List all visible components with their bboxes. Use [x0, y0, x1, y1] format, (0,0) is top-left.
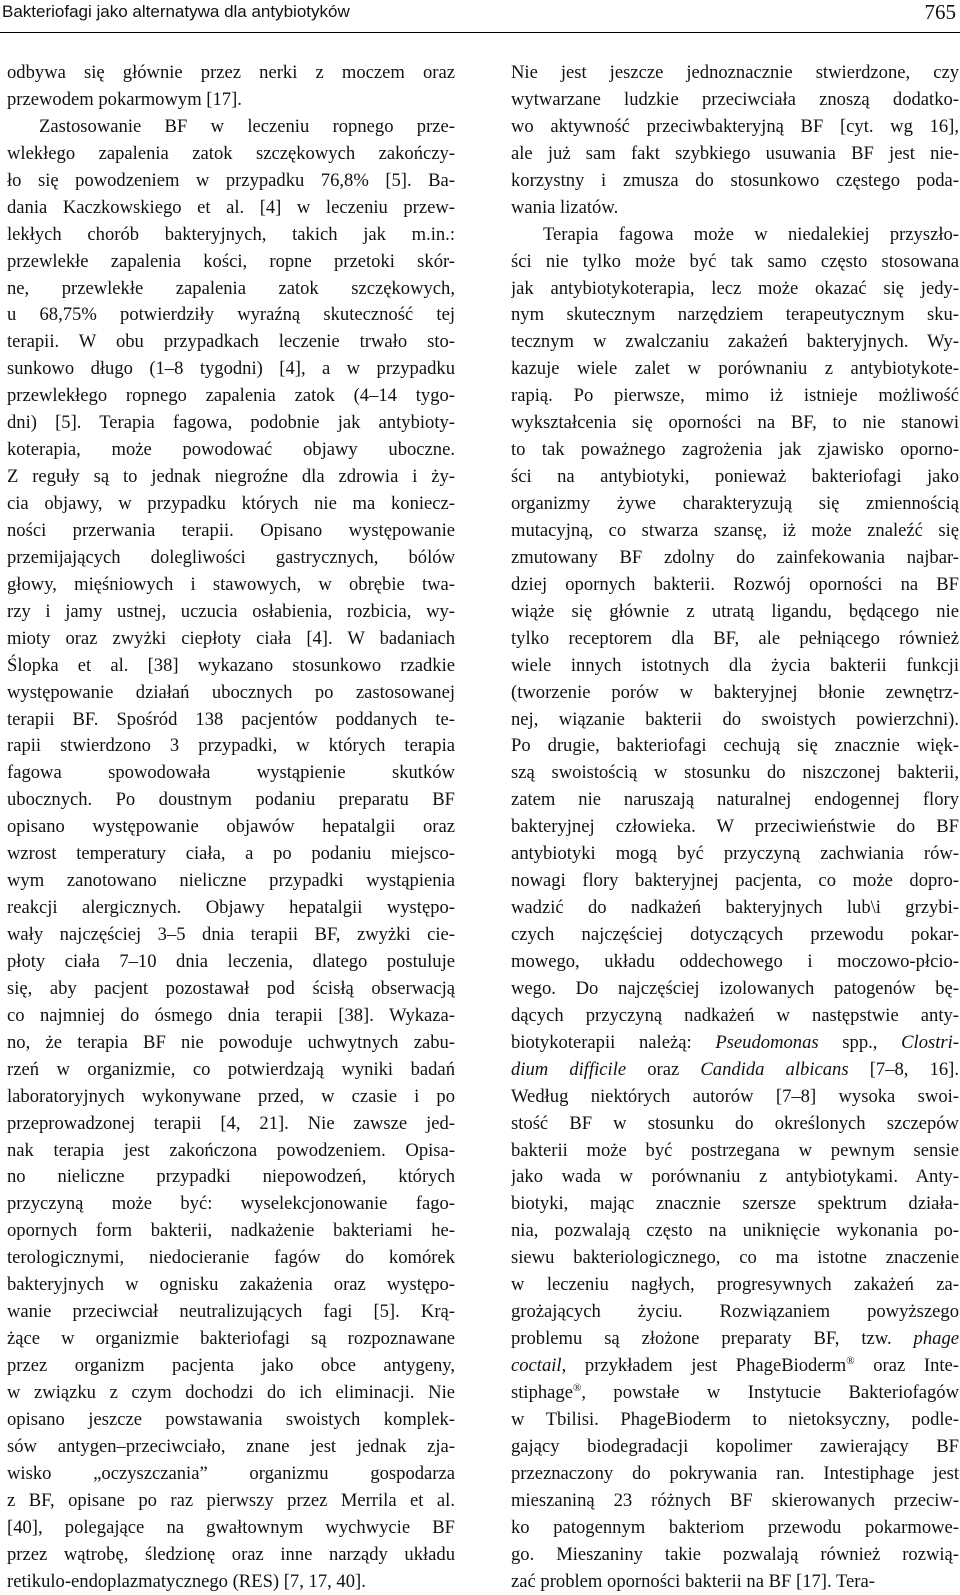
text-line: sów antygen–przeciwciało, znane jest jednak zja-: [7, 1434, 455, 1461]
text-line: w leczeniu nagłych, progresywnych zakażeń za-: [511, 1272, 959, 1299]
text-line: terapii BF. Spośród 138 pacjentów poddanych te-: [7, 707, 455, 734]
text-line: no, że terapia BF nie powoduje uchwytnych zabu-: [7, 1030, 455, 1057]
text-line: koterapia, może powodować objawy uboczne.: [7, 437, 455, 464]
text-line: ubocznych. Po doustnym podaniu preparatu BF: [7, 787, 455, 814]
text-line: rzy i jamy ustnej, uczucia osłabienia, rozbicia, wy-: [7, 599, 455, 626]
text-line: ści nie tylko może być tak samo często stosowana: [511, 249, 959, 276]
text-line: nym skutecznym narzędziem terapeutycznym sku-: [511, 302, 959, 329]
text-line: dni) [5]. Terapia fagowa, podobnie jak antybioty-: [7, 410, 455, 437]
text-line: opisano występowanie objawów hepatalgii oraz: [7, 814, 455, 841]
text-line: bakteryjnych w ognisku zakażenia oraz występo-: [7, 1272, 455, 1299]
text-line: gający biodegradacji kopolimer zawierający BF: [511, 1434, 959, 1461]
text-line: Ślopka et al. [38] wykazano stosunkowo rzadkie: [7, 653, 455, 680]
text-line: sunkowo długo (1–8 tygodni) [4], a w przypadku: [7, 356, 455, 383]
text-line: płoty ciała 7–10 dnia leczenia, dlatego postuluje: [7, 949, 455, 976]
text-line: ści na antybiotyki, ponieważ bakteriofagi jako: [511, 464, 959, 491]
text-line: lekłych chorób bakteryjnych, takich jak m.in.:: [7, 222, 455, 249]
text-line: retikulo-endoplazmatycznego (RES) [7, 17, 40].: [7, 1569, 455, 1595]
text-line: terologicznymi, niedocieranie fagów do komórek: [7, 1245, 455, 1272]
text-line: stość BF w stosunku do określonych szczepów: [511, 1111, 959, 1138]
text-line: się, aby pacjent pozostawał pod ścisłą obserwacją: [7, 976, 455, 1003]
running-title: Bakteriofagi jako alternatywa dla antybiotyków: [2, 2, 350, 22]
text-line: czych najczęściej dotyczących przewodu pokar-: [511, 922, 959, 949]
text-line: coctail, przykładem jest PhageBioderm® oraz Inte-: [511, 1353, 959, 1380]
text-line: wytwarzane ludzkie przeciwciała znoszą dodatko-: [511, 87, 959, 114]
page-number: 765: [925, 0, 957, 25]
text-line: dium difficile oraz Candida albicans [7–8, 16].: [511, 1057, 959, 1084]
text-line: Zastosowanie BF w leczeniu ropnego prze-: [7, 114, 455, 141]
text-line: przemijających dolegliwości gastrycznych, bólów: [7, 545, 455, 572]
text-line: opisano jeszcze powstawania swoistych komplek-: [7, 1407, 455, 1434]
text-line: ko patogennym bakteriom przewodu pokarmowe-: [511, 1515, 959, 1542]
text-line: w związku z czym dochodzi do ich eliminacji. Nie: [7, 1380, 455, 1407]
text-line: siewu bakteriologicznego, co ma istotne znaczenie: [511, 1245, 959, 1272]
text-line: przewodem pokarmowym [17].: [7, 87, 455, 114]
text-line: Według niektórych autorów [7–8] wysoka swoi-: [511, 1084, 959, 1111]
text-line: z BF, opisane po raz pierwszy przez Merrila et al.: [7, 1488, 455, 1515]
text-line: wały najczęściej 3–5 dnia terapii BF, zwyżki cie-: [7, 922, 455, 949]
text-line: dania Kaczkowskiego et al. [4] w leczeniu przew-: [7, 195, 455, 222]
text-line: mioty oraz zwyżki ciepłoty ciała [4]. W badaniach: [7, 626, 455, 653]
text-line: go. Mieszaniny takie pozwalają również rozwią-: [511, 1542, 959, 1569]
text-line: głowy, mięśniowych i stawowych, w obrębie twa-: [7, 572, 455, 599]
text-line: no nieliczne przypadki niepowodzeń, których: [7, 1164, 455, 1191]
text-line: żące w organizmie bakteriofagi są rozpoznawane: [7, 1326, 455, 1353]
text-line: wanie przeciwciał neutralizujących fagi [5]. Krą-: [7, 1299, 455, 1326]
text-line: biotyki, mając znacznie szersze spektrum działa-: [511, 1191, 959, 1218]
text-line: rapii stwierdzono 3 przypadki, w których terapia: [7, 733, 455, 760]
text-line: zmutowany BF zdolny do zainfekowania najbar-: [511, 545, 959, 572]
text-line: wego. Do najczęściej izolowanych patogenów bę-: [511, 976, 959, 1003]
text-line: grożających życiu. Rozwiązaniem powyższego: [511, 1299, 959, 1326]
left-text-column: [7, 60, 455, 1595]
text-line: rzeń w organizmie, co potwierdzają wyniki badań: [7, 1057, 455, 1084]
text-line: nowagi flory bakteryjnej pacjenta, co może dopro-: [511, 868, 959, 895]
text-line: wo aktywność przeciwbakteryjną BF [cyt. wg 16],: [511, 114, 959, 141]
text-line: cia objawy, w przypadku których nie ma koniecz-: [7, 491, 455, 518]
text-line: tylko receptorem dla BF, ale pełniącego również: [511, 626, 959, 653]
text-line: Terapia fagowa może w niedalekiej przyszło-: [511, 222, 959, 249]
text-line: co najmniej do ósmego dnia terapii [38]. Wykaza-: [7, 1003, 455, 1030]
text-line: przeprowadzonej terapii [4, 21]. Nie zawsze jed-: [7, 1111, 455, 1138]
running-header: [0, 0, 960, 33]
text-line: laboratoryjnych wykonywane przed, w czasie i po: [7, 1084, 455, 1111]
text-line: w Tbilisi. PhageBioderm to nietoksyczny, podle-: [511, 1407, 959, 1434]
text-line: wlekłego zapalenia zatok szczękowych zakończy-: [7, 141, 455, 168]
text-line: ne, przewlekłe zapalenia zatok szczękowych,: [7, 276, 455, 303]
text-line: mowego, układu oddechowego i moczowo-płcio-: [511, 949, 959, 976]
text-line: (tworzenie porów w bakteryjnej błonie zewnętrz-: [511, 680, 959, 707]
text-line: jak antybiotykoterapia, lecz może okazać się jedy-: [511, 276, 959, 303]
text-line: nej, wiązanie bakterii do swoistych powierzchni).: [511, 707, 959, 734]
text-line: fagowa spowodowała wystąpienie skutków: [7, 760, 455, 787]
text-line: dących przyczyną nadkażeń w następstwie anty-: [511, 1003, 959, 1030]
text-line: u 68,75% potwierdziły wyraźną skuteczność tej: [7, 302, 455, 329]
text-line: mieszaniną 23 różnych BF skierowanych przeciw-: [511, 1488, 959, 1515]
text-line: występowanie działań ubocznych po zastosowanej: [7, 680, 455, 707]
text-line: zatem nie naruszają naturalnej endogennej flory: [511, 787, 959, 814]
text-line: korzystny i zmusza do stosunkowo częstego poda-: [511, 168, 959, 195]
text-line: wzrost temperatury ciała, a po podaniu miejsco-: [7, 841, 455, 868]
text-line: szą swoistością w stosunku do niszczonej bakterii,: [511, 760, 959, 787]
text-line: przewlekłego ropnego zapalenia zatok (4–14 tygo-: [7, 383, 455, 410]
text-line: dziej opornych bakterii. Rozwój oporności na BF: [511, 572, 959, 599]
text-line: wykształcenia się oporności na BF, to nie stanowi: [511, 410, 959, 437]
text-line: ło się powodzeniem w przypadku 76,8% [5]. Ba-: [7, 168, 455, 195]
text-line: bakteryjnej człowieka. W przeciwieństwie do BF: [511, 814, 959, 841]
text-line: rapią. Po pierwsze, mimo iż istnieje możliwość: [511, 383, 959, 410]
text-line: wiele innych istotnych dla życia bakterii funkcji: [511, 653, 959, 680]
text-line: wania lizatów.: [511, 195, 959, 222]
text-line: problemu są złożone preparaty BF, tzw. phage: [511, 1326, 959, 1353]
text-line: wisko „oczyszczania” organizmu gospodarza: [7, 1461, 455, 1488]
text-line: tecznym w zwalczaniu zakażeń bakteryjnych. Wy-: [511, 329, 959, 356]
text-line: organizmy żywe charakteryzują się zmiennością: [511, 491, 959, 518]
text-line: [40], polegające na gwałtownym wychwycie BF: [7, 1515, 455, 1542]
text-line: to tak poważnego zagrożenia jak zjawisko oporno-: [511, 437, 959, 464]
text-line: przyczyną może być: wyselekcjonowanie fago-: [7, 1191, 455, 1218]
text-line: stiphage®, powstałe w Instytucie Bakteriofagów: [511, 1380, 959, 1407]
text-line: ności przerwania terapii. Opisano występowanie: [7, 518, 455, 545]
text-line: Po drugie, bakteriofagi cechują się znacznie więk-: [511, 733, 959, 760]
text-line: nia, pozwalają często na uniknięcie wykonania po-: [511, 1218, 959, 1245]
text-line: przez wątrobę, śledzionę oraz inne narządy układu: [7, 1542, 455, 1569]
text-line: Z reguły są to jednak niegroźne dla zdrowia i ży-: [7, 464, 455, 491]
text-line: bakterii może być postrzegana w pewnym sensie: [511, 1138, 959, 1165]
text-line: jako wada w porównaniu z antybiotykami. Anty-: [511, 1164, 959, 1191]
text-line: Nie jest jeszcze jednoznacznie stwierdzone, czy: [511, 60, 959, 87]
text-line: antybiotyki mogą być przyczyną zachwiania rów-: [511, 841, 959, 868]
text-line: wadzić do nadkażeń bakteryjnych lub\i grzybi-: [511, 895, 959, 922]
text-line: terapii. W obu przypadkach leczenie trwało sto-: [7, 329, 455, 356]
text-line: mutacyjną, co stwarza szansę, iż może znaleźć się: [511, 518, 959, 545]
text-line: zać problem oporności bakterii na BF [17]. Tera-: [511, 1569, 959, 1595]
text-line: nak terapia jest zakończona powodzeniem. Opisa-: [7, 1138, 455, 1165]
text-line: wym zanotowano nieliczne przypadki wystąpienia: [7, 868, 455, 895]
text-line: przez organizm pacjenta jako obce antygeny,: [7, 1353, 455, 1380]
text-line: ale już sam fakt szybkiego usuwania BF jest nie-: [511, 141, 959, 168]
text-line: wiąże się głównie z utratą ligandu, będącego nie: [511, 599, 959, 626]
right-text-column: [511, 60, 959, 1595]
text-line: opornych form bakterii, nadkażenie bakteriami he-: [7, 1218, 455, 1245]
text-line: biotykoterapii należą: Pseudomonas spp., Clostri-: [511, 1030, 959, 1057]
text-line: odbywa się głównie przez nerki z moczem oraz: [7, 60, 455, 87]
text-line: przeznaczony do pokrywania ran. Intestiphage jest: [511, 1461, 959, 1488]
text-line: kazuje wiele zalet w porównaniu z antybiotykote-: [511, 356, 959, 383]
text-line: przewlekłe zapalenia kości, ropne przetoki skór-: [7, 249, 455, 276]
text-line: reakcji alergicznych. Objawy hepatalgii występo-: [7, 895, 455, 922]
